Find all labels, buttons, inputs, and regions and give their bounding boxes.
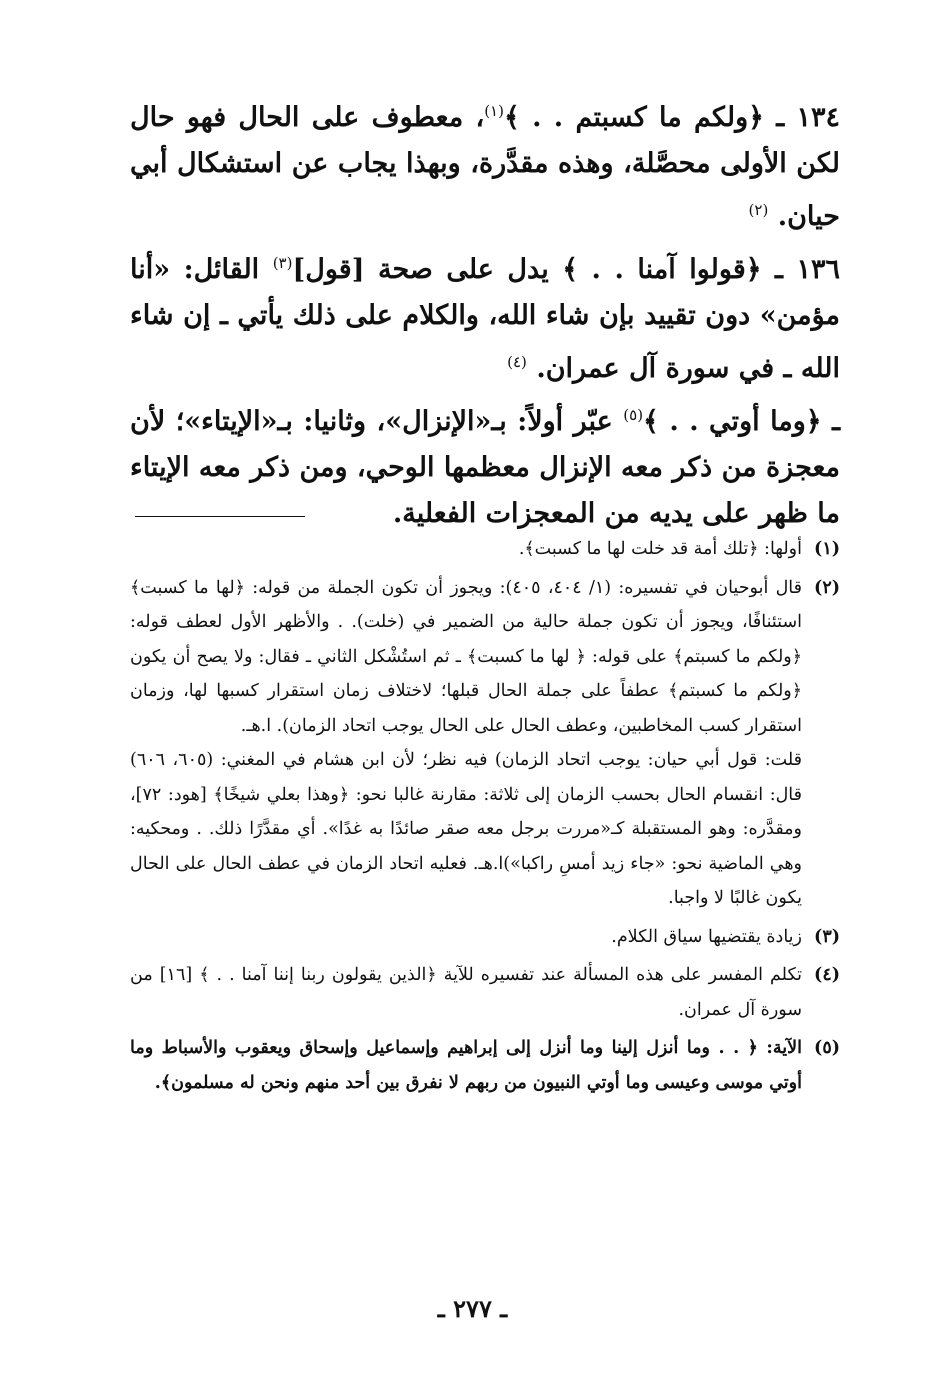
entry-136 <box>130 240 840 392</box>
footnote-number: (٤) <box>814 965 840 985</box>
footnotes <box>130 532 840 1104</box>
footnote-text-continued: قلت: قول أبي حيان: يوجب اتحاد الزمان) فيه نظر؛ لأن ابن هشام في المغني: (٦٠٥، ٦٠٦) قال: انقسام الحال بحسب الزمان إلى ثلاثة: مقارنة غالبا نحو: ﴿وهذا بعلي شيخًا﴾ [هود: ٧٢]، ومقدَّره: وهو المستقبلة كـ«مررت برجل معه صقر صائدًا به غدًا». أي مقدَّرًا ذلك. . ومحكيه: وهي الماضية نحو: «جاء زيد أمسِ راكبا»)ا.هـ. فعليه اتحاد الزمان في عطف الحال على الحال يكون غالبًا لا واجبا. <box>130 750 802 908</box>
footnote-text: أولها: ﴿تلك أمة قد خلت لها ما كسبت﴾. <box>518 539 802 559</box>
entry-134 <box>130 88 840 240</box>
footnote-5 <box>130 1031 840 1100</box>
footnote-number: (٣) <box>814 926 840 947</box>
entry-134-text-b: ، معطوف على الحال فهو حال لكن الأولى محصَّلة، وهذه مقدَّرة، وبهذا يجاب عن استشكال أبي حيان. <box>130 102 840 232</box>
footnote-ref-3: (٣) <box>272 254 293 272</box>
footnote-text: زيادة يقتضيها سياق الكلام. <box>611 926 802 947</box>
footnote-4 <box>130 958 840 1027</box>
entry-134-text-a: ١٣٤ ـ ﴿ولكم ما كسبتم . . ﴾ <box>503 102 840 133</box>
footnote-3 <box>130 920 840 955</box>
footnote-ref-2: (٢) <box>748 201 769 219</box>
footnote-number: (٢) <box>814 577 840 598</box>
main-text <box>130 88 840 537</box>
entry-wama-text-b: عبّر أولاً: بـ«الإنزال»، وثانيا: بـ«الإيتاء»؛ لأن معجزة من ذكر معه الإنزال معظمها الوحي، ومن ذكر معه الإيتاء ما ظهر على يديه من المعجزات الفعلية. <box>130 406 840 529</box>
page-number: ـ ٢٧٧ ـ <box>437 1294 508 1323</box>
footnote-text: الآية: ﴿ . . وما أنزل إلينا وما أنزل إلى إبراهيم وإسماعيل وإسحاق ويعقوب والأسباط وما أوتي موسى وعيسى وما أوتي النبيون من ربهم لا نفرق بين أحد منهم ونحن له مسلمون﴾. <box>130 1038 802 1093</box>
entry-136-text-b: القائل: «أنا مؤمن» دون تقييد بإن شاء الله، والكلام على ذلك يأتي ـ إن شاء الله ـ في سورة آل عمران. <box>130 254 840 384</box>
footnote-number: (٥) <box>814 1038 840 1058</box>
footnote-text: تكلم المفسر على هذه المسألة عند تفسيره للآية ﴿الذين يقولون ربنا إننا آمنا . . ﴾ [١٦] من سورة آل عمران. <box>130 965 802 1020</box>
footnote-divider <box>135 516 305 517</box>
footnote-number: (١) <box>814 539 840 559</box>
footnote-ref-4: (٤) <box>507 353 527 371</box>
footnote-2 <box>130 571 840 916</box>
footnote-text: قال أبوحيان في تفسيره: (١/ ٤٠٤، ٤٠٥): ويجوز أن تكون الجملة من قوله: ﴿لها ما كسبت﴾ استئنافًا، ويجوز أن تكون جملة حالية من الضمير في (خلت). . والأظهر الأول لعطف قوله: ﴿ولكم ما كسبتم﴾ على قوله: ﴿ لها ما كسبت﴾ ـ ثم استُشْكل الثاني ـ فقال: ولا يصح أن يكون ﴿ولكم ما كسبتم﴾ عطفاً على جملة الحال قبلها؛ لاختلاف زمان استقرار كسبها لها، وزمان استقرار كسب المخاطبين، وعطف الحال على الحال يوجب اتحاد الزمان). ا.هـ. <box>130 577 803 736</box>
footnote-1 <box>130 532 840 567</box>
footnote-ref-5: (٥) <box>623 406 644 424</box>
entry-136-text-a: ١٣٦ ـ ﴿قولوا آمنا . . ﴾ يدل على صحة [قول] <box>292 254 840 285</box>
entry-wama-text-a: ـ ﴿وما أوتي . . ﴾ <box>643 406 840 437</box>
footnote-ref-1: (١) <box>484 102 504 120</box>
